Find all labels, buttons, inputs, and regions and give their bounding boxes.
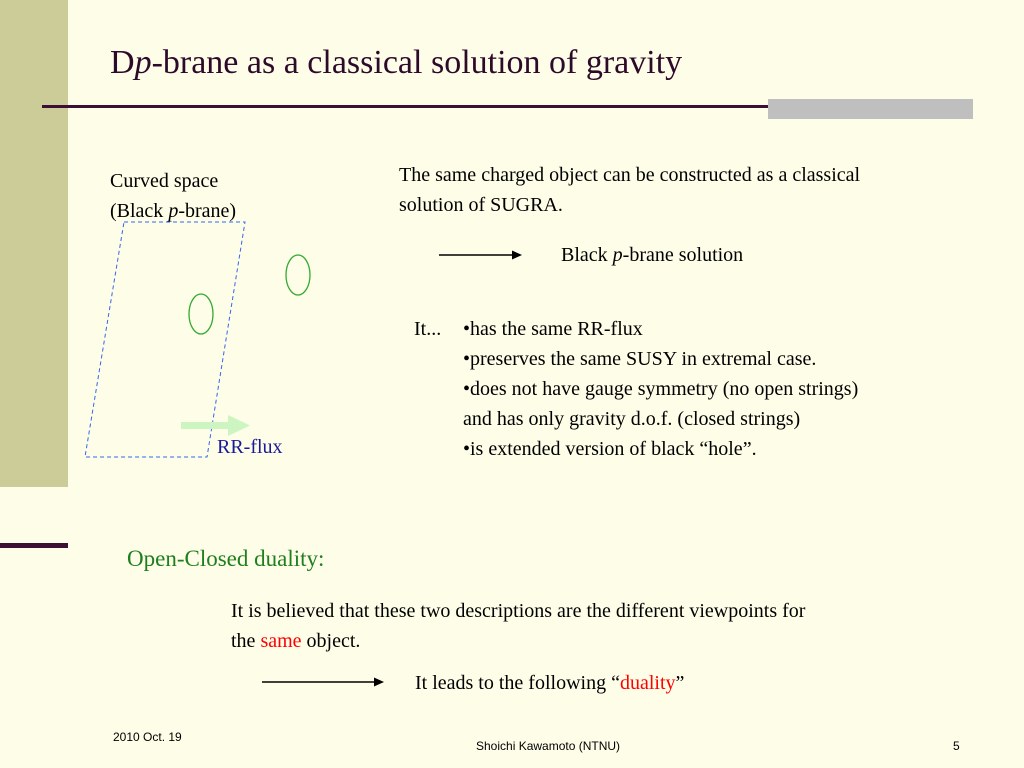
curved-space-label: Curved space (Black p-brane): [110, 170, 237, 222]
black-brane-solution: Black p-brane solution: [561, 244, 744, 266]
closed-string-loop: [189, 294, 213, 334]
property-item: and has only gravity d.o.f. (closed strings): [463, 408, 801, 430]
property-item: •does not have gauge symmetry (no open strings): [463, 378, 859, 400]
property-list: [463, 314, 858, 464]
intro-text: The same charged object can be constructed as a classical solution of SUGRA.: [399, 164, 861, 216]
slide-title: Dp-brane as a classical solution of gravity: [110, 44, 683, 81]
emphasis-duality: duality: [619, 672, 676, 694]
property-item: •preserves the same SUSY in extremal case.: [463, 348, 817, 370]
emphasis-same: same: [260, 630, 302, 652]
page-number: 5: [953, 739, 960, 753]
belief-text: It is believed that these two descriptions are the different viewpoints for the same object.: [231, 600, 806, 652]
it-label: It...: [414, 318, 442, 340]
closed-string-loop: [286, 255, 310, 295]
property-item: •has the same RR-flux: [463, 318, 643, 340]
footer-author: Shoichi Kawamoto (NTNU): [476, 739, 621, 753]
duality-heading: Open-Closed duality:: [127, 546, 325, 571]
duality-lead-text: It leads to the following “duality”: [415, 672, 685, 694]
rr-flux-label: RR-flux: [217, 436, 283, 458]
brane-outline: [85, 222, 245, 457]
arrow-icon: [262, 678, 384, 687]
property-item: •is extended version of black “hole”.: [463, 438, 757, 460]
footer-date: 2010 Oct. 19: [113, 730, 182, 744]
arrow-icon: [439, 251, 522, 260]
